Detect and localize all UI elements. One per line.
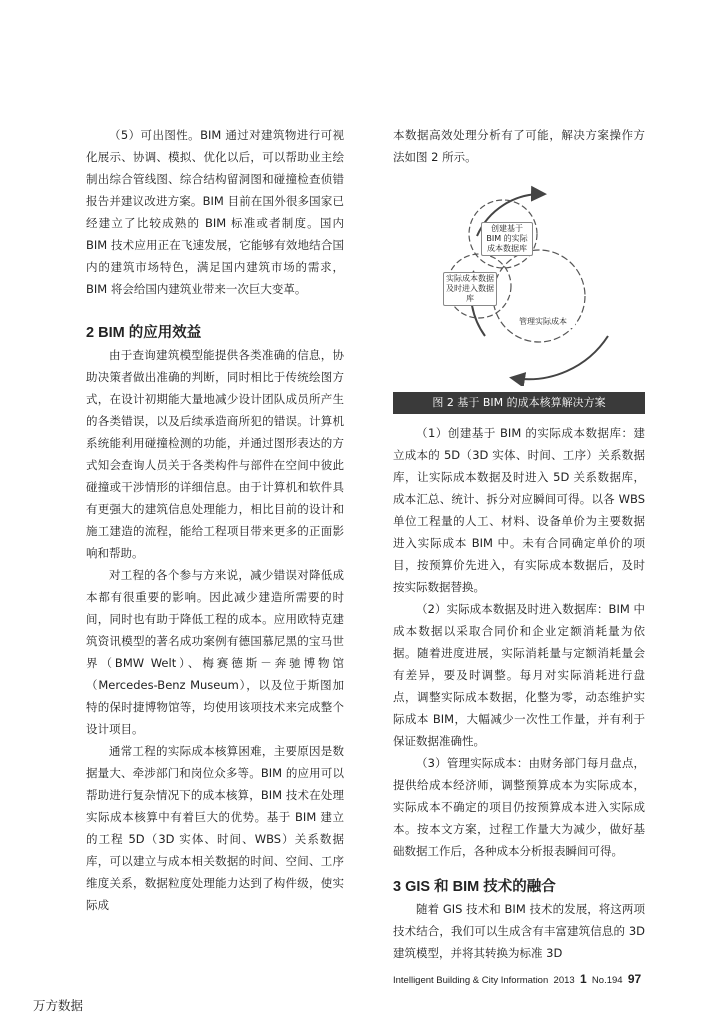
paragraph-step-1: （1）创建基于 BIM 的实际成本数据库：建立成本的 5D（3D 实体、时间、工序）关系数据库，让实际成本数据及时进入 5D 关系数据库，成本汇总、统计、拆分对应瞬间可得。以各 WBS 单位工程量的人工、材料、设备单价为主要数据进入实际成本 BIM 中。未有合同确定单价的项目，按预算价先进入，有实际成本数据后，及时按实际数据替换。: [393, 426, 645, 594]
journal-year: 2013: [553, 975, 575, 986]
section-heading-2: 2 BIM 的应用效益: [86, 325, 202, 341]
page-footer: [393, 972, 665, 986]
right-column: [393, 124, 645, 964]
paragraph-continuation: 本数据高效处理分析有了可能，解决方案操作方法如图 2 所示。: [393, 128, 645, 164]
figure-2: [393, 176, 645, 386]
paragraph-gis-bim: 随着 GIS 技术和 BIM 技术的发展，将这两项技术结合，我们可以生成含有丰富建筑信息的 3D 建筑模型，并将其转换为标准 3D: [393, 902, 645, 960]
gear-right-icon: [493, 250, 585, 342]
paragraph-output-graphics: （5）可出图性。BIM 通过对建筑物进行可视化展示、协调、模拟、优化以后，可以帮助业主绘制出综合管线图、综合结构留洞图和碰撞检查侦错报告并建议改进方案。BIM 目前在国外很多国家已经建立了比较成熟的 BIM 标准或者制度。国内 BIM 技术应用正在飞速发展，它能够有效地结合国内的建筑市场特色，满足国内建筑市场的需求，BIM 将会给国内建筑业带来一次巨大变革。: [86, 128, 344, 296]
left-column: [86, 124, 344, 916]
cycle-arrow-bottom: [513, 336, 608, 379]
paragraph-cost-accounting: 通常工程的实际成本核算困难，主要原因是数据量大、牵涉部门和岗位众多等。BIM 的应用可以帮助进行复杂情况下的成本核算，BIM 技术在处理实际成本核算中有着巨大的优势。基于 BIM 建立的工程 5D（3D 实体、时间、WBS）关系数据库，可以建立与成本相关数据的时间、空间、工序维度关系，数据粒度处理能力达到了构件级，使实际成: [86, 744, 344, 912]
gears-diagram: [393, 176, 645, 386]
section-heading-3: 3 GIS 和 BIM 技术的融合: [393, 879, 556, 895]
watermark: 万方数据: [33, 998, 84, 1013]
journal-name: Intelligent Building & City Information: [393, 975, 549, 986]
paragraph-step-2: （2）实际成本数据及时进入数据库：BIM 中成本数据以采取合同价和企业定额消耗量为依据。随着进度进展，实际消耗量与定额消耗量会有差异，要及时调整。每月对实际消耗进行盘点，调整实际成本数据，化整为零，动态维护实际成本 BIM，大幅减少一次性工作量，并有利于保证数据准确性。: [393, 602, 645, 748]
figure-caption: 图 2 基于 BIM 的成本核算解决方案: [393, 392, 645, 414]
gear-label-create-db: 创建基于BIM 的实际成本数据库: [481, 222, 533, 256]
gear-label-manage-cost: 管理实际成本: [511, 316, 575, 328]
journal-no: No.194: [591, 975, 623, 986]
journal-issue: 1: [579, 972, 587, 986]
page-number: 97: [627, 972, 642, 986]
paragraph-benefits: 由于查询建筑模型能提供各类准确的信息，协助决策者做出准确的判断，同时相比于传统绘图方式，在设计初期能大量地减少设计团队成员所产生的各类错误，以及后续承造商所犯的错误。计算机系统能利用碰撞检测的功能，并通过图形表达的方式知会查询人员关于各类构件与部件在空间中彼此碰撞或干涉情形的详细信息。由于计算机和软件具有更强大的建筑信息处理能力，相比目前的设计和施工建造的流程，能给工程项目带来更多的正面影响和帮助。: [86, 348, 344, 560]
paragraph-reduce-errors: 对工程的各个参与方来说，减少错误对降低成本都有很重要的影响。因此减少建造所需要的时间，同时也有助于降低工程的成本。应用欧特克建筑资讯模型的著名成功案例有德国慕尼黑的宝马世界（BMW Welt）、梅赛德斯－奔驰博物馆（Mercedes-Benz Museum），以及位于斯图加特的保时捷博物馆等，均使用该项技术来完成整个设计项目。: [86, 568, 344, 736]
paragraph-step-3: （3）管理实际成本：由财务部门每月盘点，提供给成本经济师，调整预算成本为实际成本，实际成本不确定的项目仍按预算成本进入实际成本。按本文方案，过程工作量大为减少，做好基础数据工作后，各种成本分析报表瞬间可得。: [393, 756, 645, 858]
gear-label-data-entry: 实际成本数据及时进入数据库: [443, 272, 497, 306]
